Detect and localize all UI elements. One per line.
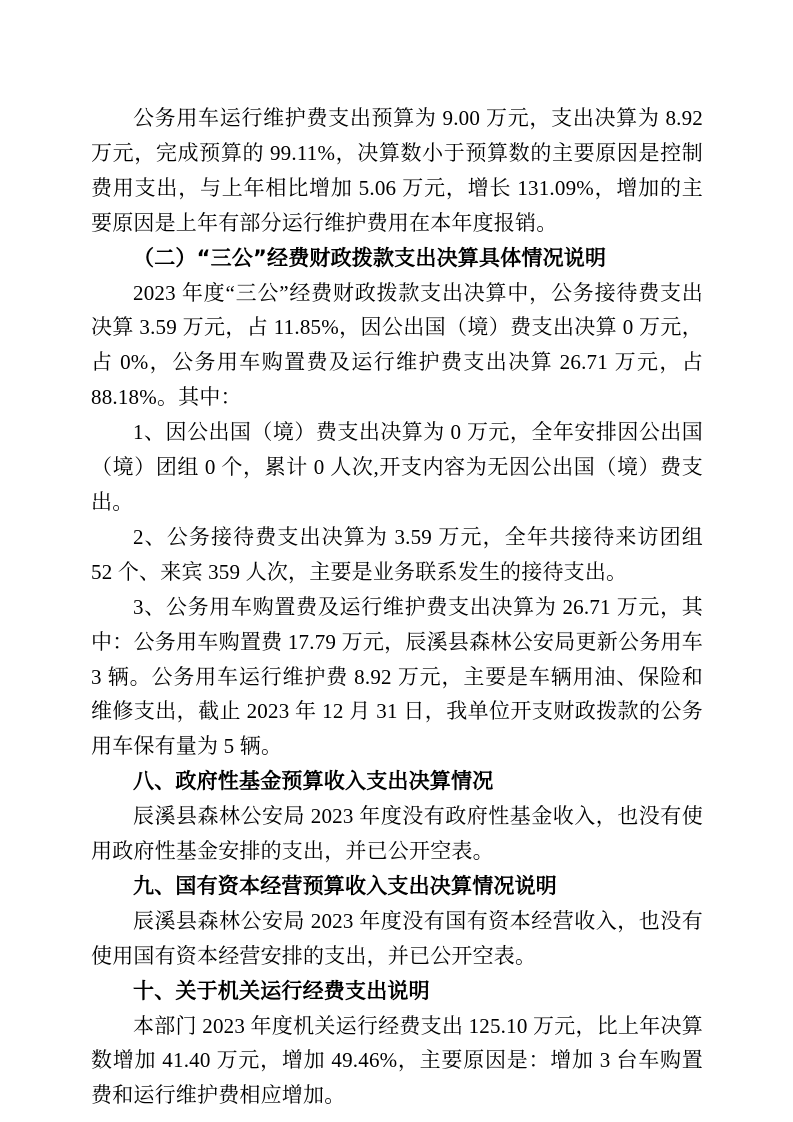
paragraph-item-3-vehicle-expenses: 3、公务用车购置费及运行维护费支出决算为 26.71 万元，其中：公务用车购置费 17.79 万元，辰溪县森林公安局更新公务用车 3 辆。公务用车运行维护费 8.92 万元，主要是车辆用油、保险和维修支出，截止 2023 年 12 月 31 日，我单位开支财政拨款的公务用车保有量为 5 辆。 — [91, 594, 703, 759]
paragraph-three-public-summary: 2023 年度“三公”经费财政拨款支出决算中，公务接待费支出决算 3.59 万元，占 11.85%，因公出国（境）费支出决算 0 万元，占 0%，公务用车购置费及运行维护费支出决算 26.71 万元，占 88.18%。其中： — [91, 280, 703, 410]
section-heading-operating-expenses: 十、关于机关运行经费支出说明 — [133, 978, 430, 1003]
paragraph-item-1-overseas-trips: 1、因公出国（境）费支出决算为 0 万元，全年安排因公出国（境）团组 0 个，累计 0 人次,开支内容为无因公出国（境）费支出。 — [91, 420, 703, 514]
paragraph-government-funds: 辰溪县森林公安局 2023 年度没有政府性基金收入，也没有使用政府性基金安排的支出，并已公开空表。 — [91, 804, 703, 864]
paragraph-operating-expenses: 本部门 2023 年度机关运行经费支出 125.10 万元，比上年决算数增加 41.40 万元，增加 49.46%，主要原因是：增加 3 台车购置费和运行维护费相应增加。 — [91, 1013, 703, 1108]
paragraph-state-capital: 辰溪县森林公安局 2023 年度没有国有资本经营收入，也没有使用国有资本经营安排的支出，并已公开空表。 — [91, 908, 703, 968]
paragraph-vehicle-maintenance-budget: 公务用车运行维护费支出预算为 9.00 万元，支出决算为 8.92 万元，完成预算的 99.11%，决算数小于预算数的主要原因是控制费用支出，与上年相比增加 5.06 万元，增长 131.09%，增加的主要原因是上年有部分运行维护费用在本年度报销。 — [91, 106, 703, 235]
section-heading-state-capital: 九、国有资本经营预算收入支出决算情况说明 — [133, 873, 557, 898]
paragraph-item-2-official-reception: 2、公务接待费支出决算为 3.59 万元，全年共接待来访团组 52 个、来宾 359 人次，主要是业务联系发生的接待支出。 — [91, 524, 703, 584]
section-heading-government-funds: 八、政府性基金预算收入支出决算情况 — [133, 769, 494, 794]
section-heading-three-public-detail: （二）“三公”经费财政拨款支出决算具体情况说明 — [133, 245, 607, 270]
document-content — [91, 101, 703, 1113]
